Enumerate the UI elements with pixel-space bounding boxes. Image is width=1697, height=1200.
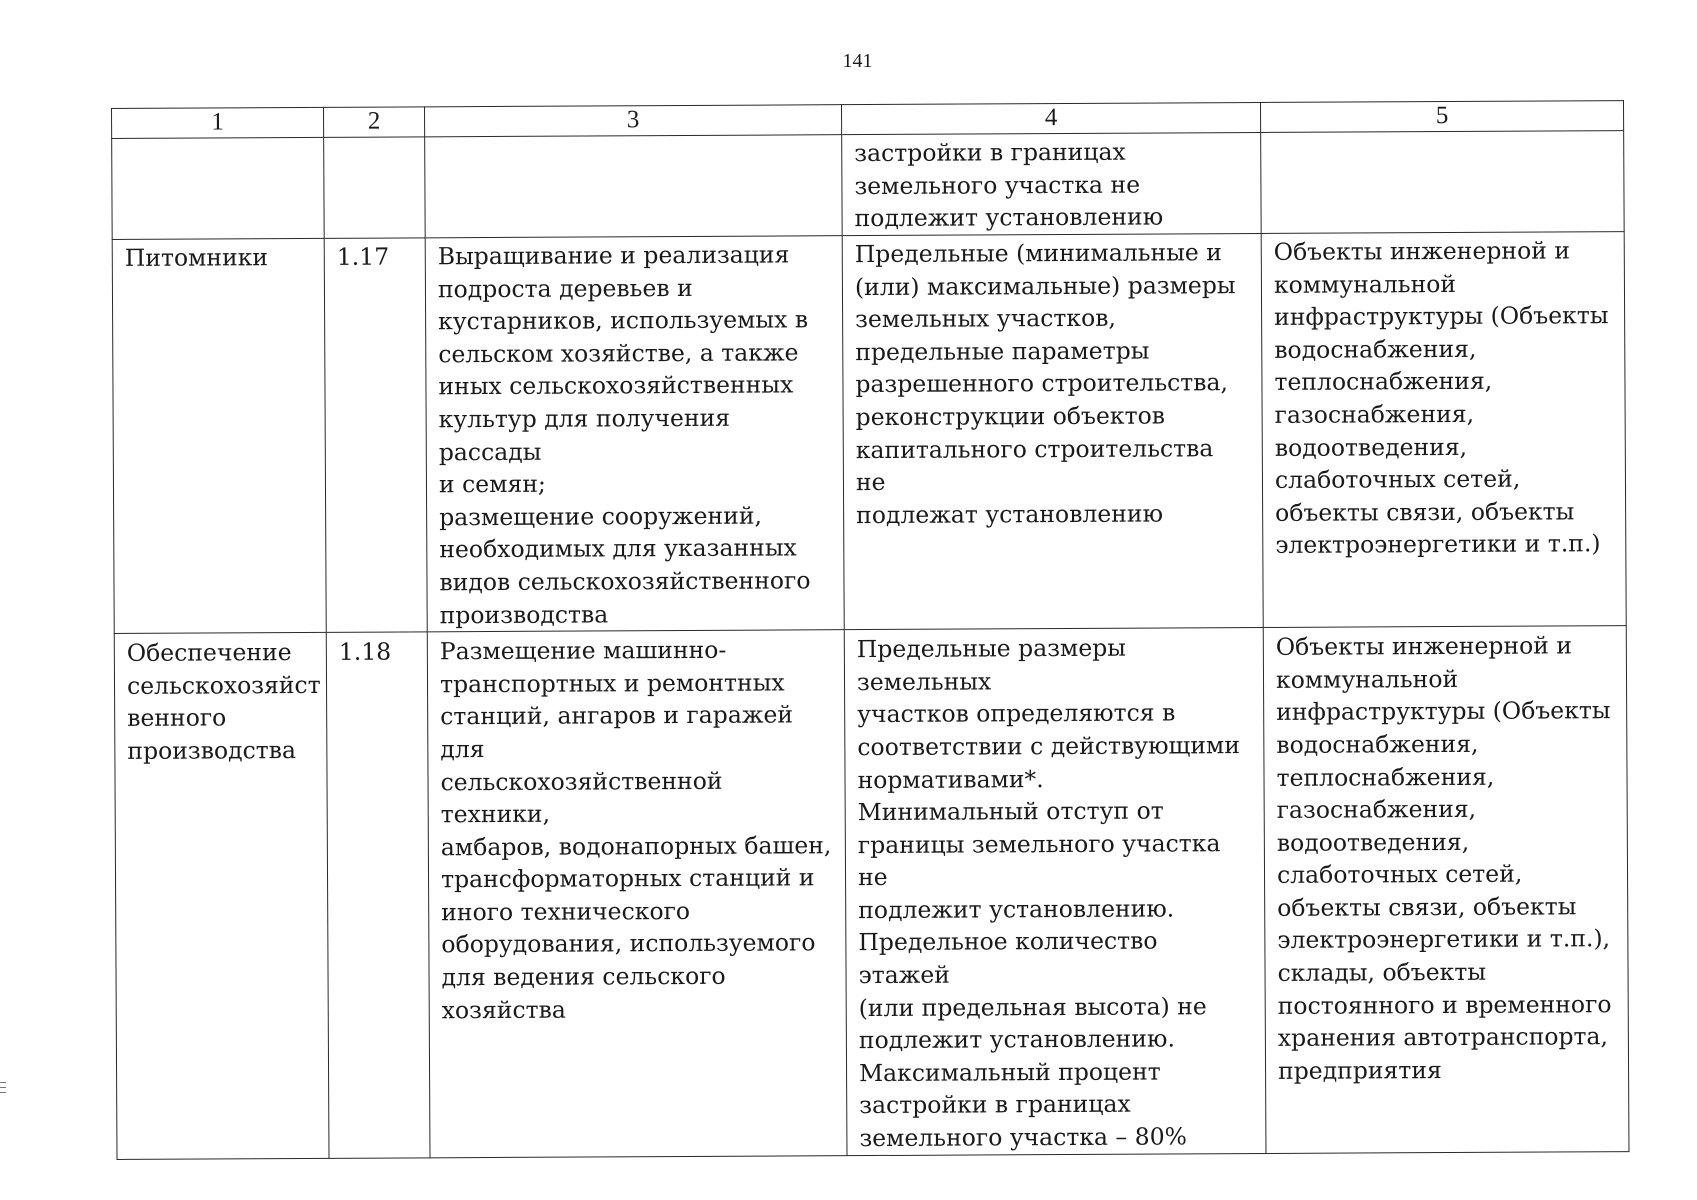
use-description: Выращивание и реализация подроста деревьев и кустарников, используемых в сельском хозяйстве, а также иных сельскохозяйственных культур для получения рассады и семян; размещение сооружений, необходимых для указанных видов сельскохозяйственного производства — [437, 240, 811, 629]
scan-margin-mark — [0, 1082, 8, 1104]
use-name: Обеспечение сельскохозяйст венного производства — [126, 638, 321, 765]
use-name: Питомники — [124, 243, 269, 272]
use-description-cell — [425, 135, 843, 238]
table-row — [112, 232, 1626, 634]
auxiliary-uses-cell — [1261, 131, 1625, 234]
use-description: Размещение машинно- транспортных и ремонтных станций, ангаров и гаражей для сельскохозяйственной техники, амбаров, водонапорных башен, трансформаторных станций и иного технического оборудования, используемого для ведения сельского хозяйства — [439, 635, 832, 1024]
column-header-1: 1 — [112, 107, 324, 138]
use-name-cell — [114, 633, 329, 1160]
use-code-cell — [324, 137, 426, 239]
column-header-3: 3 — [424, 105, 841, 137]
column-header-5: 5 — [1260, 101, 1623, 133]
use-parameters: Предельные (минимальные и (или) максимальные) размеры земельных участков, предельные параметры разрешенного строительства, реконструкции объектов капитального строительства не подлежат установлению — [854, 238, 1236, 529]
use-name-cell — [112, 238, 326, 633]
use-code-cell — [326, 632, 430, 1158]
table-row — [112, 131, 1625, 240]
use-parameters-cell — [842, 233, 1263, 629]
use-parameters-cell — [842, 132, 1262, 235]
auxiliary-uses: Объекты инженерной и коммунальной инфраструктуры (Объекты водоснабжения, теплоснабжения, газоснабжения, водоотведения, слаботочных сетей, объекты связи, объекты электроэнергетики и т.п.), склады, объекты постоянного и временного хранения автотранспорта, предприятия — [1275, 631, 1612, 1085]
auxiliary-uses-cell — [1261, 232, 1626, 628]
use-parameters-cell — [844, 628, 1266, 1156]
use-description-cell — [425, 236, 844, 632]
zoning-table — [111, 100, 1629, 1160]
page-number: 141 — [842, 50, 873, 72]
use-name — [124, 140, 311, 141]
auxiliary-uses-cell — [1263, 626, 1629, 1153]
use-code: 1.18 — [338, 637, 392, 666]
use-description-cell — [427, 630, 847, 1158]
column-header-4: 4 — [841, 102, 1260, 134]
table-row — [114, 626, 1629, 1159]
auxiliary-uses — [1273, 133, 1611, 135]
use-code: 1.17 — [336, 242, 390, 271]
use-description — [437, 137, 829, 139]
use-parameters: Предельные размеры земельных участков определяются в соответствии с действующими нормативами*. Минимальный отступ от границы земельного участка не подлежит установлению. Предельное количество этажей (или предельная высота) не подлежит установлению. Максимальный процент застройки в границах земельного участка – 80% — [856, 633, 1241, 1153]
use-parameters: застройки в границах земельного участка не подлежит установлению — [854, 137, 1164, 233]
auxiliary-uses: Объекты инженерной и коммунальной инфраструктуры (Объекты водоснабжения, теплоснабжения, газоснабжения, водоотведения, слаботочных сетей, объекты связи, объекты электроэнергетики и т.п.) — [1273, 236, 1609, 560]
use-name-cell — [112, 137, 325, 239]
column-header-2: 2 — [323, 107, 424, 138]
use-code-cell — [324, 238, 427, 633]
